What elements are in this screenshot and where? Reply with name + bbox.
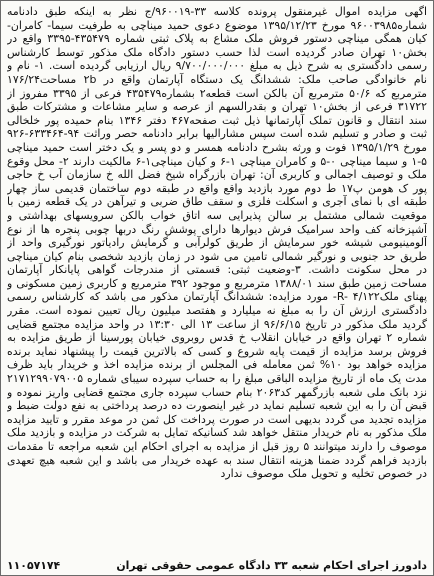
- notice-signature: دادورز اجرای احکام شعبه ۳۳ دادگاه عمومی حقوقی تهران: [116, 559, 427, 572]
- notice-footer: [7, 559, 427, 572]
- notice-reference-number: ۱۱۰۵۷۱۷۴: [7, 559, 61, 572]
- notice-body-text: اگهی مزایده اموال غیرمنقول پرونده کلاسه ۳۳-۹۶۰۰۱۹/ج نظر به اینکه طبق دادنامه شماره۹۶۰۰۳۹۸۵ مورخ ۱۳۹۵/۱۲/۲۳ موضوع دعوی حمید میناچی به طرفیت سیما- کامران- کیان همگی میناچی دستور فروش ملک مشاع به پلاک ثبتی شماره ۴۳۵۴۷۹-۳۳۹۵ واقع در بخش۱۰ تهران صادر گردیده است لذا حسب دستور دادگاه ملک مذکور توسط کارشناس رسمی دادگستری به شرح ذیل به مبلغ ۹/۷۰۰/۰۰۰/۰۰۰ ریال ارزیابی گردیده است. ۱- نام و نام خانوادگی صاحب ملک: ششدانگ یک دستگاه آپارتمان واقع در ۲b مساحت۱۷۶/۲۴ مترمربع که ۵۰/۶ مترمربع آن بالکن است قطعه۲ بشماره۴۳۵۴۷۹ فرعی از ۳۳۹۵ مفروز از ۳۱۷۲۲ فرعی از بخش۱۰ تهران و بقدرالسهم از عرصه و سایر مشاعات و مشترکات طبق سند انتقال و قانون تملک آپارتمانها ذیل ثبت صفحه۴۶۷ دفتر ۱۳۴۶ بنام حمیده پور خلخالی ثبت و صادر و تسلیم شده است سپس مشارالیها برابر دادنامه حصر وراثت ۹۴-۶۳۳۴۶۴-۹۲۶ مورخ ۱۳۹۵/۱/۲۹ فوت و ورثه بشرح دادنامه همسر و دو پسر و یک دختر است حمید میناچی ۵-۱ و سیما میناچی ۰-۵ و کامران میناچی ۱-۶ و کیان میناچی۱-۶ مالکیت دارند ۲- محل وقوع ملک و توصیف اجمالی و کاربری آن: تهران بازرگراه شیخ فضل الله خ سازمان آب خ حاجی پور ک هومن پ۱۷ ط دوم مورد بازدید واقع واقع در طبقه دوم ساختمان قدیمی ساز چهار طبقه ای با نمای آجری و اسکلت فلزی و سقف طاق ضربی و تیرآهن در یک قطعه زمین با موقعیت شمالی مشتمل بر سالن پذیرایی سه اتاق خواب بالکن سرویسهای بهداشتی و آشپزخانه کف واحد سرامیک فرش دیوارها دارای پوشش رنگ دربها چوبی پنجره ها از نوع آلومینیومی شیشه خور سرمایش از طریق کولرآبی و گرمایش رادیاتور نورگیری واحد از طریق حد جنوبی و نورگیر شمالی تامین می شود در زمان بازدید شخصی بنام کیان میناچی در محل سکونت داشت. ۳-وضعیت ثبتی: قسمتی از مندرجات گواهی پایانکار آپارتمان مساحت زمین طبق سند ۱۳۸۸/۰۱ مترمربع و موجود ۳۹۲ مترمربع و کاربری زمین مسکونی و پهنای ملک۱۲۲/R- ۴- مورد مزایده: ششدانگ آپارتمان مذکور می باشد که کارشناس رسمی دادگستری ارزش آن را به مبلغ نه میلیارد و هفتصد میلیون ریال تعیین نموده است. مقرر گردید ملک مذکور در تاریخ ۹۶/۶/۱۵ از ساعت ۱۳ الی ۱۳:۳۰ در واحد مزایده مجتمع قضایی شماره ۲ تهران واقع در خیابان انقلاب خ قدس روبروی خیابان پورسینا از طریق مزایده به فروش برسد مزایده از قیمت پایه شروع و کسی که بالاترین قیمت را پیشنهاد نماید برنده مزایده خواهد بود ۱۰% ثمن معامله فی المجلس از برنده مزایده اخذ و خریدار باید ظرف مدت یک ماه از تاریخ مزایده الباقی مبلغ را به حساب سپرده سیبای شماره ۲۱۷۱۲۹۹۰۷۹۰۰۵ نزد بانک ملی شعبه بازرگمهر کد۲۰۶۳ بنام حساب سپرده جاری مجتمع قضایی واریز نموده و قبض آن را به این شعبه تسلیم نماید در غیر اینصورت ده درصد پرداختی به نفع دولت ضبط و مزایده تجدید می گردد بدیهی است در صورت پرداخت کل ثمن در موعد مقرر و تایید مزایده ملک مذکور به نام خریدار منتقل خواهد شد کسانیکه تمایل به شرکت در مزایده و بازدید ملک موصوف را دارند میتوانند ۵ روز قبل از مزایده به اجرای احکام این شعبه مراجعه تا مقدمات بازدید فراهم گردد ضمنا هزینه انتقال سند به عهده خریدار می باشد و این شعبه هیچ تعهدی در خصوص تخلیه و تحویل ملک موصوف ندارد: [7, 5, 427, 481]
